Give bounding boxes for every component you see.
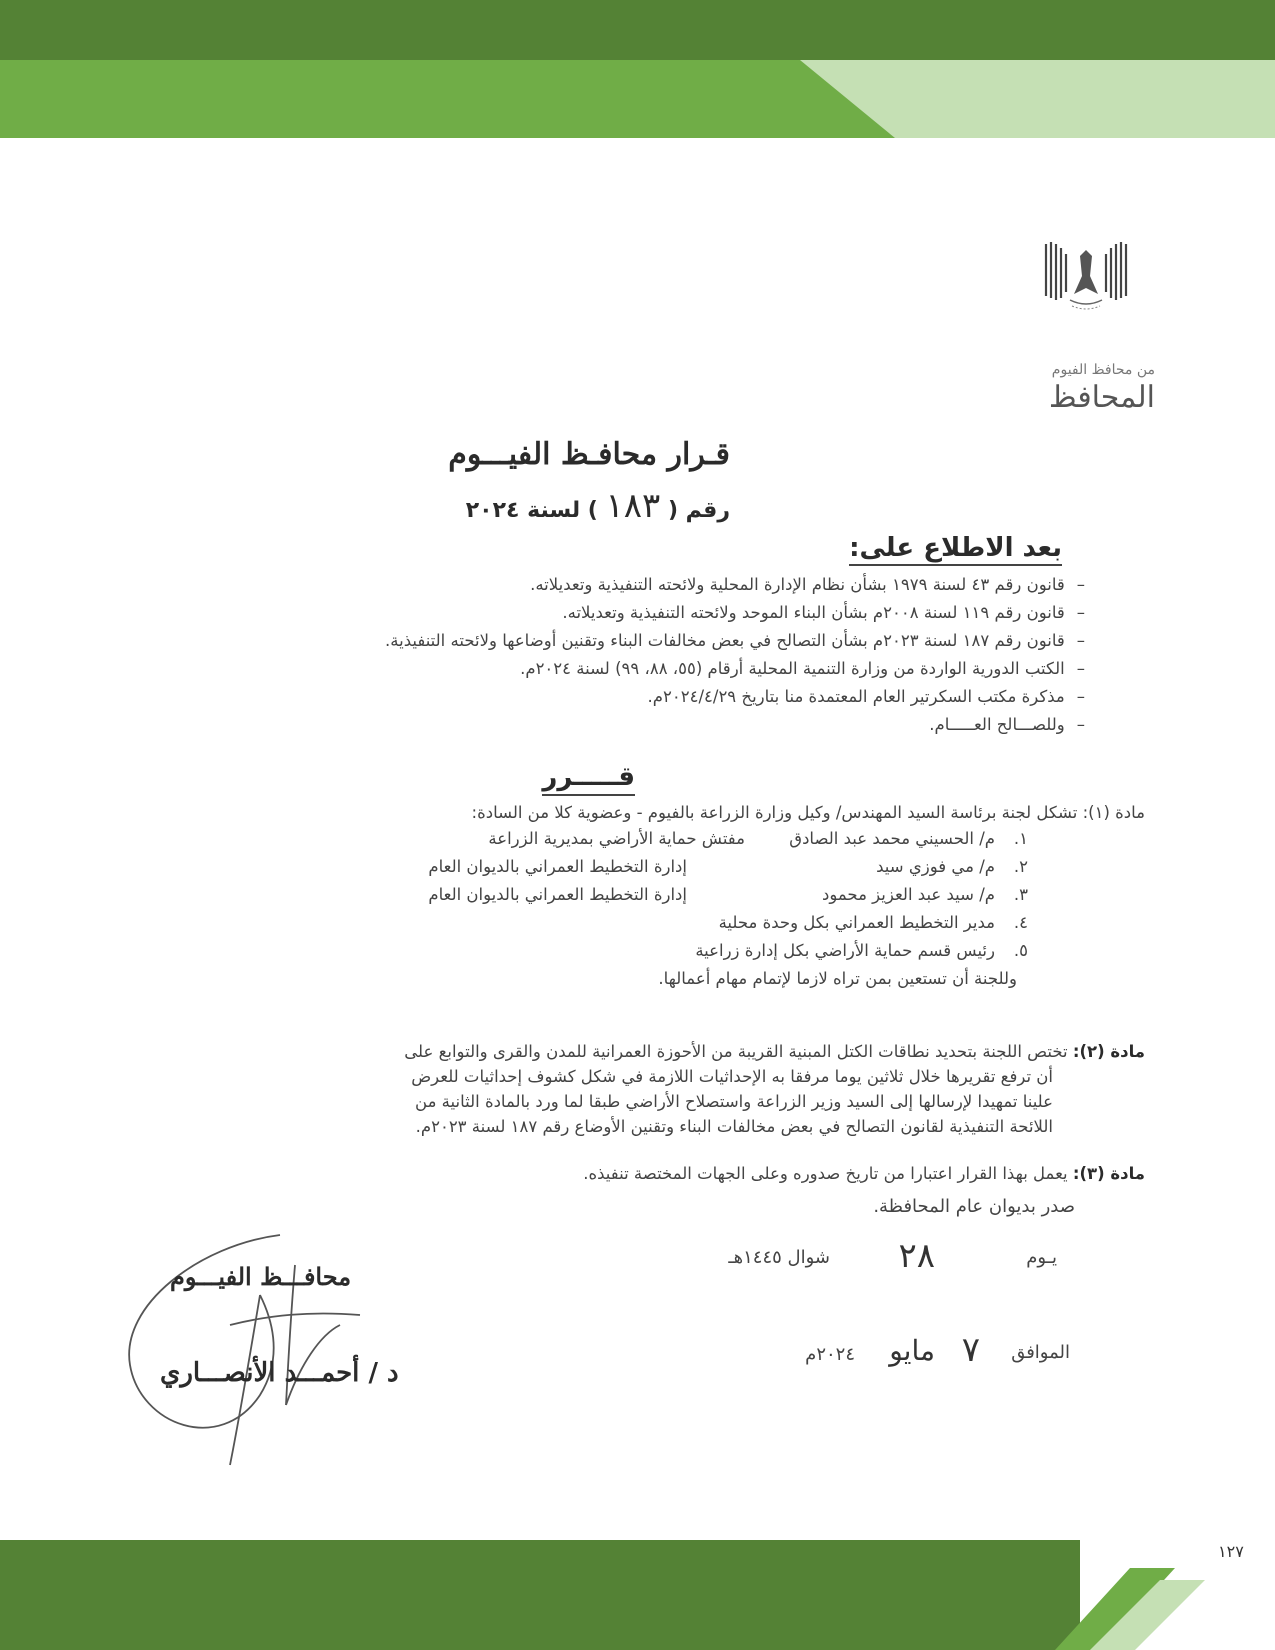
decision-number-value: ١٨٣: [605, 486, 661, 526]
member-number: ٤.: [1013, 913, 1028, 932]
article-1-head: مادة (١):: [1082, 803, 1145, 822]
article-2-head: مادة (٢):: [1072, 1042, 1145, 1061]
gregorian-day: ٧: [961, 1330, 980, 1370]
article-2-line: أن ترفع تقريرها خلال ثلاثين يوما مرفقا به الإحداثيات اللازمة في شكل كشوف إحداثيات للعرض: [411, 1067, 1053, 1086]
review-item: –قانون رقم ١١٩ لسنة ٢٠٠٨م بشأن البناء الموحد ولائحته التنفيذية وتعديلاته.: [562, 603, 1085, 622]
review-item: –مذكرة مكتب السكرتير العام المعتمدة منا بتاريخ ٢٠٢٤/٤/٢٩م.: [647, 687, 1085, 706]
handwritten-note-line2: المحافظ: [1048, 380, 1155, 415]
article-2-line: اللائحة التنفيذية لقانون التصالح في بعض مخالفات البناء وتقنين الأوضاع رقم ١٨٧ لسنة ٢٠٢٣م.: [415, 1117, 1053, 1136]
article-1-text: تشكل لجنة برئاسة السيد المهندس/ وكيل وزارة الزراعة بالفيوم - وعضوية كلا من السادة:: [471, 803, 1078, 822]
article-2: [125, 1039, 1145, 1139]
review-item: –وللصـــالح العـــــام.: [929, 715, 1085, 734]
header-band: [0, 0, 1275, 140]
hijri-month-year: شوال ١٤٤٥هـ: [728, 1247, 830, 1268]
member-role: إدارة التخطيط العمراني بالديوان العام: [428, 857, 687, 876]
article-3-text: يعمل بهذا القرار اعتبارا من تاريخ صدوره وعلى الجهات المختصة تنفيذه.: [583, 1164, 1068, 1183]
article-1: [472, 803, 1145, 822]
governor-name: د / أحمـــد الأنصـــاري: [160, 1358, 399, 1388]
page-number: ١٢٧: [1218, 1542, 1244, 1561]
member-role: مفتش حماية الأراضي بمديرية الزراعة: [488, 829, 745, 848]
hijri-date-label: يـوم: [1026, 1247, 1057, 1268]
after-review-heading: بعد الاطلاع على:: [849, 533, 1062, 566]
member-name: م/ الحسيني محمد عبد الصادق: [789, 829, 995, 848]
signature-icon: [110, 1215, 400, 1475]
decision-title: قـرار محافـظ الفيـــوم: [448, 437, 730, 472]
member-name: مدير التخطيط العمراني بكل وحدة محلية: [718, 913, 995, 932]
handwritten-note-line1: من محافظ الفيوم: [1051, 362, 1155, 378]
footer-band: [0, 1540, 1275, 1650]
member-role: إدارة التخطيط العمراني بالديوان العام: [428, 885, 687, 904]
gregorian-month: مايو: [889, 1334, 935, 1367]
member-number: ٣.: [1013, 885, 1028, 904]
gregorian-date-label: الموافق: [1011, 1342, 1070, 1363]
review-item: –قانون رقم ٤٣ لسنة ١٩٧٩ بشأن نظام الإدارة المحلية ولائحته التنفيذية وتعديلاته.: [530, 575, 1085, 594]
member-number: ٢.: [1013, 857, 1028, 876]
member-name: م/ سيد عبد العزيز محمود: [822, 885, 995, 904]
article-3: [583, 1164, 1145, 1183]
article-2-line: تختص اللجنة بتحديد نطاقات الكتل المبنية القريبة من الأحوزة العمرانية للمدن والقرى والتوابع على: [404, 1042, 1068, 1061]
hijri-day: ٢٨: [898, 1236, 935, 1276]
member-number: ٥.: [1013, 941, 1028, 960]
issued-at: صدر بديوان عام المحافظة.: [873, 1196, 1075, 1217]
member-number: ١.: [1013, 829, 1028, 848]
decision-number-prefix: رقم (: [667, 498, 730, 523]
governor-title: محافـــظ الفيـــوم: [170, 1262, 352, 1291]
member-name: م/ مي فوزي سيد: [876, 857, 995, 876]
article-1-closing: وللجنة أن تستعين بمن تراه لازما لإتمام مهام أعمالها.: [658, 969, 1017, 988]
review-item: –قانون رقم ١٨٧ لسنة ٢٠٢٣م بشأن التصالح في بعض مخالفات البناء وتقنين أوضاعها ولائحته التنفيذية.: [385, 631, 1085, 650]
article-2-line: علينا تمهيدا لإرسالها إلى السيد وزير الزراعة واستصلاح الأراضي طبقا لما ورد بالمادة الثانية من: [415, 1092, 1053, 1111]
article-3-head: مادة (٣):: [1072, 1164, 1145, 1183]
eagle-emblem-icon: [1040, 236, 1132, 318]
decision-number-suffix: ) لسنة ٢٠٢٤: [465, 498, 598, 523]
handwritten-note: [1049, 362, 1155, 415]
decision-number: [466, 486, 730, 526]
gregorian-year: ٢٠٢٤م: [805, 1344, 855, 1365]
review-item: –الكتب الدورية الواردة من وزارة التنمية المحلية أرقام (٥٥، ٨٨، ٩٩) لسنة ٢٠٢٤م.: [520, 659, 1085, 678]
decided-heading: قـــــرر: [542, 762, 635, 796]
member-name: رئيس قسم حماية الأراضي بكل إدارة زراعية: [695, 941, 995, 960]
